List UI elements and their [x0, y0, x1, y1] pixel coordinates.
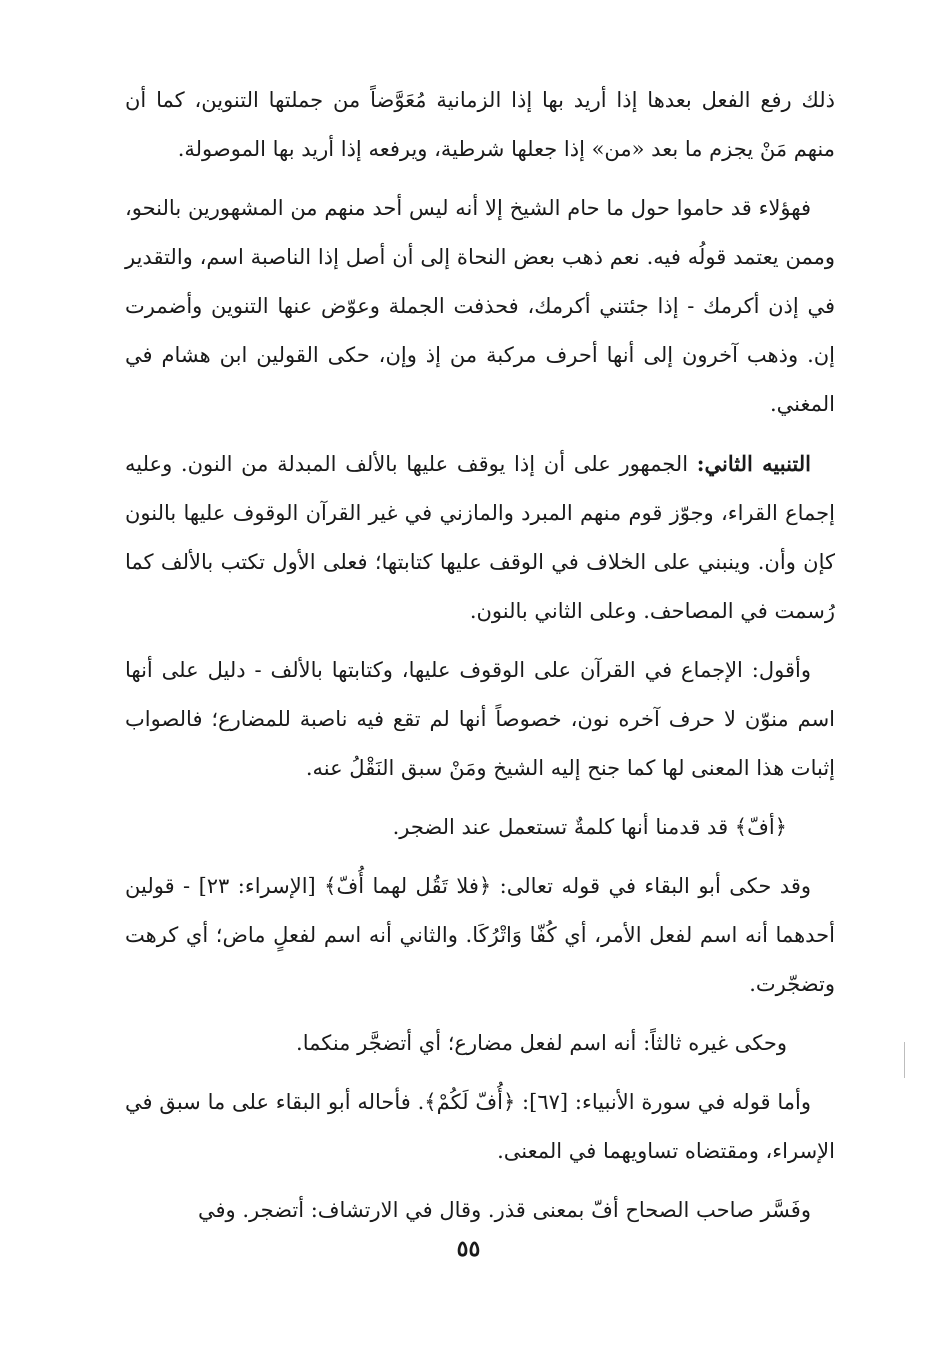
paragraph-9-text: وفَسَّر صاحب الصحاح أفّ بمعنى قذر. وقال في الارتشاف: أتضجر. وفي [197, 1198, 811, 1222]
paragraph-2-text: فهؤلاء قد حاموا حول ما حام الشيخ إلا أنه ليس أحد منهم من المشهورين بالنحو، وممن يعتمد قولُه فيه. نعم ذهب بعض النحاة إلى أن أصل إذا الناصبة اسم، والتقدير في إذن أكرمك - إذا جئتني أكرمك، فحذفت الجملة وعوّض عنها التنوين وأضمرت إن. وذهب آخرون إلى أنها أحرف مركبة من إذ وإن، حكى القولين ابن هشام في المغني. [125, 196, 835, 416]
paragraph-8 [125, 1078, 835, 1176]
paragraph-5-text: ﴿أفّ﴾ قد قدمنا أنها كلمةٌ تستعمل عند الضجر. [392, 815, 787, 839]
paragraph-6-text: وقد حكى أبو البقاء في قوله تعالى: ﴿فلا تَقُل لهما أُفّ﴾ [الإسراء: ٢٣] - قولين أحدهما أنه اسم لفعل الأمر، أي كُفّا وَاتْرُكَا. والثاني أنه اسم لفعلٍ ماض؛ أي كرهت وتضجّرت. [125, 874, 835, 996]
paragraph-2 [125, 184, 835, 429]
paragraph-3-heading: التنبيه الثاني: [696, 451, 812, 476]
scan-edge-mark [904, 1042, 905, 1078]
paragraph-3 [125, 439, 835, 636]
paragraph-3-text: الجمهور على أن إذا يوقف عليها بالألف المبدلة من النون. وعليه إجماع القراء، وجوّز قوم منهم المبرد والمازني في غير القرآن الوقوف عليها بالنون كإن وأن. وينبني على الخلاف في الوقف عليها كتابتها؛ فعلى الأول تكتب بالألف كما رُسمت في المصاحف. وعلى الثاني بالنون. [125, 452, 835, 623]
page-number: ٥٥ [456, 1236, 481, 1262]
paragraph-1 [125, 76, 835, 174]
paragraph-7 [125, 1019, 835, 1068]
paragraph-1-text: ذلك رفع الفعل بعدها إذا أريد بها إذا الزمانية مُعَوَّضاً من جملتها التنوين، كما أن منهم مَنْ يجزم ما بعد «من» إذا جعلها شرطية، ويرفعه إذا أريد بها الموصولة. [125, 88, 835, 161]
paragraph-4 [125, 646, 835, 793]
paragraph-6 [125, 862, 835, 1009]
paragraph-9 [125, 1186, 835, 1235]
paragraph-4-text: وأقول: الإجماع في القرآن على الوقوف عليها، وكتابتها بالألف - دليل على أنها اسم منوّن لا حرف آخره نون، خصوصاً أنها لم تقع فيه ناصبة للمضارع؛ فالصواب إثبات هذا المعنى لها كما جنح إليه الشيخ ومَنْ سبق النَقْلُ عنه. [125, 658, 835, 780]
paragraph-7-text: وحكى غيره ثالثاً: أنه اسم لفعل مضارع؛ أي أتضجَّر منكما. [296, 1031, 787, 1055]
body-text [125, 76, 835, 1235]
paragraph-5 [125, 803, 835, 852]
paragraph-8-text: وأما قوله في سورة الأنبياء: [٦٧]: ﴿أُفّ لَكُمْ﴾. فأحاله أبو البقاء على ما سبق في الإسراء، ومقتضاه تساويهما في المعنى. [125, 1090, 835, 1163]
